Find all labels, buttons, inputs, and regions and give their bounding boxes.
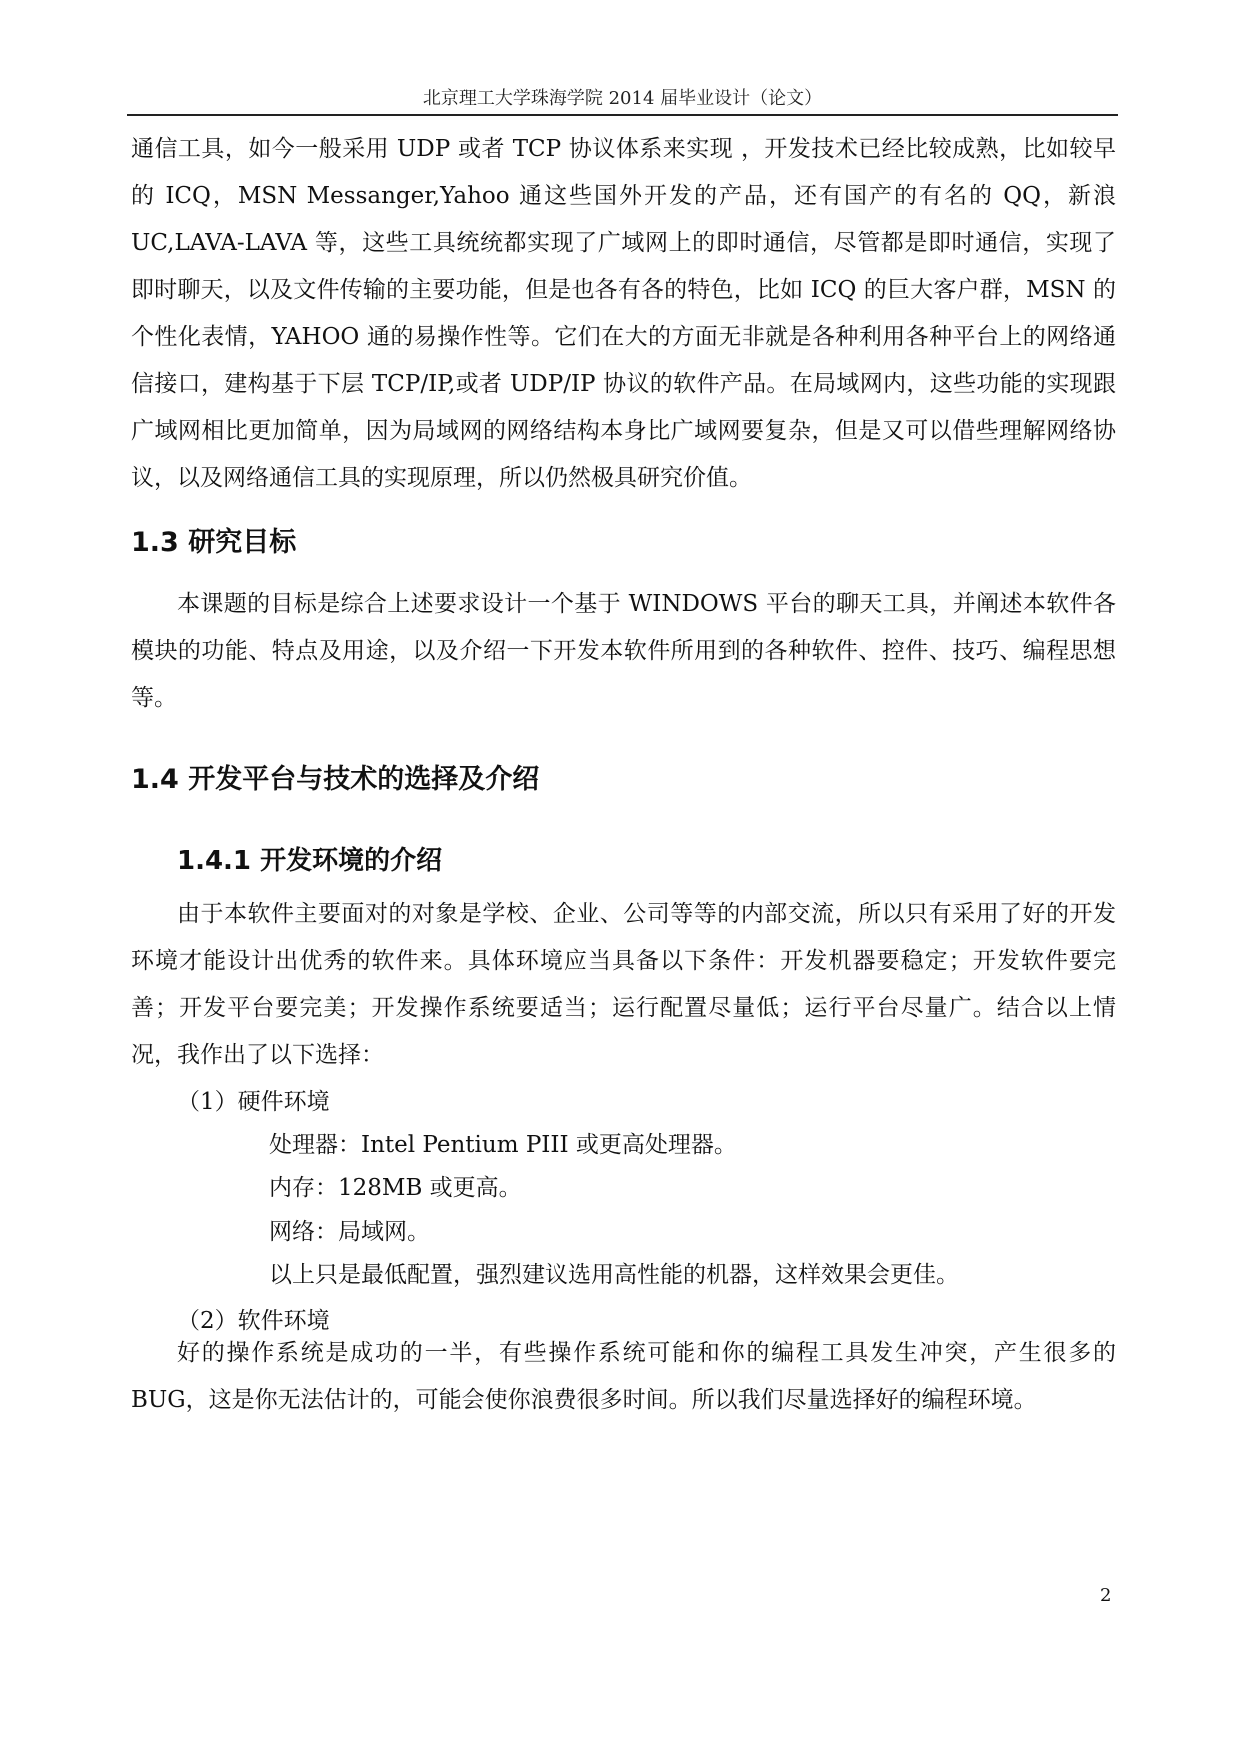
- paragraph-goal: 本课题的目标是综合上述要求设计一个基于 WINDOWS 平台的聊天工具，并阐述本软件各模块的功能、特点及用途，以及介绍一下开发本软件所用到的各种软件、控件、技巧、编程思想等。: [131, 591, 1116, 711]
- page-number: 2: [1100, 1585, 1112, 1606]
- section-heading-1-3: 1.3 研究目标: [131, 527, 297, 558]
- paragraph-env-intro: 由于本软件主要面对的对象是学校、企业、公司等等的内部交流，所以只有采用了好的开发环境才能设计出优秀的软件来。具体环境应当具备以下条件：开发机器要稳定；开发软件要完善；开发平台要完美；开发操作系统要适当；运行配置尽量低；运行平台尽量广。结合以上情况，我作出了以下选择：: [131, 901, 1116, 1068]
- hardware-network: 网络：局域网。: [269, 1219, 430, 1245]
- hardware-memory: 内存：128MB 或更高。: [269, 1175, 522, 1201]
- software-env-label: （2）软件环境: [177, 1308, 330, 1334]
- page-header: 北京理工大学珠海学院 2014 届毕业设计（论文）: [422, 88, 823, 109]
- subsection-heading-1-4-1: 1.4.1 开发环境的介绍: [177, 846, 443, 876]
- hardware-cpu: 处理器：Intel Pentium PIII 或更高处理器。: [269, 1132, 737, 1158]
- hardware-note: 以上只是最低配置，强烈建议选用高性能的机器，这样效果会更佳。: [269, 1262, 959, 1288]
- hardware-env-label: （1）硬件环境: [177, 1089, 330, 1115]
- header-divider: [127, 114, 1118, 116]
- paragraph-software-env: 好的操作系统是成功的一半，有些操作系统可能和你的编程工具发生冲突，产生很多的 BUG，这是你无法估计的，可能会使你浪费很多时间。所以我们尽量选择好的编程环境。: [131, 1340, 1116, 1413]
- paragraph-intro: 通信工具，如今一般采用 UDP 或者 TCP 协议体系来实现 ，开发技术已经比较成熟，比如较早的 ICQ，MSN Messanger,Yahoo 通这些国外开发的产品，还有国产的有名的 QQ，新浪 UC,LAVA-LAVA 等，这些工具统统都实现了广域网上的即时通信，尽管都是即时通信，实现了即时聊天，以及文件传输的主要功能，但是也各有各的特色，比如 ICQ 的巨大客户群，MSN 的个性化表情，YAHOO 通的易操作性等。它们在大的方面无非就是各种利用各种平台上的网络通信接口，建构基于下层 TCP/IP,或者 UDP/IP 协议的软件产品。在局域网内，这些功能的实现跟广域网相比更加简单，因为局域网的网络结构本身比广域网要复杂，但是又可以借些理解网络协议，以及网络通信工具的实现原理，所以仍然极具研究价值。: [131, 136, 1116, 491]
- section-heading-1-4: 1.4 开发平台与技术的选择及介绍: [131, 764, 540, 795]
